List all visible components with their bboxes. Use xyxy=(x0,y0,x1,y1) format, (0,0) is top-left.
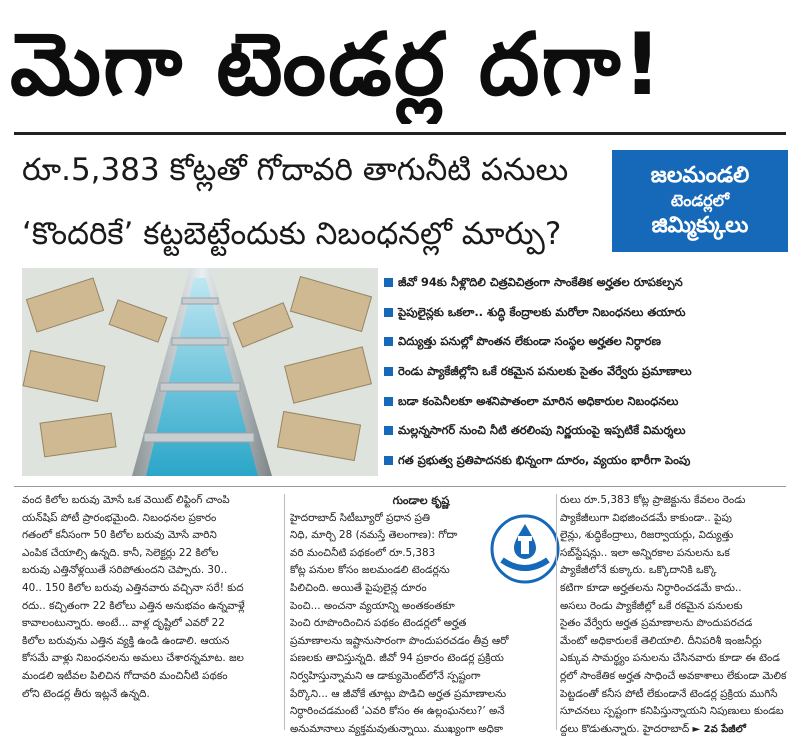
water-board-logo-icon xyxy=(490,514,560,584)
body-line: కోట్ల పనుల కోసం జలమండలి టెండర్లను xyxy=(290,564,450,577)
body-line: లైన్లు, శుద్ధికేంద్రాలు, రిజర్వాయర్లు, విద్యుత్తు xyxy=(560,529,734,542)
body-line: మండలి ఇటీవల పిలిచిన గోదావరి మంచినీటి పథకం xyxy=(22,669,228,682)
brand-line-1: జలమండలి xyxy=(650,163,750,188)
body-line: కావాలంటున్నారు. అంటే... వాళ్ల దృష్టిలో ఎవరో 22 xyxy=(22,617,225,630)
pipeline-money-photo xyxy=(22,268,378,476)
body-line: కోసమే వాళ్లు నిబంధనలను అమలు చేశారన్నమాట. జల xyxy=(22,652,244,665)
body-line: యన్‌షిప్ పోటీ ప్రారంభమైంది. నిబంధనల ప్రకారం xyxy=(22,511,217,524)
body-line-end: ద్దలు కొడుతున్నారు. హైదరాబాద్ xyxy=(560,722,690,735)
body-line: ప్యాకేజీలుగా విభజించడమే కాకుండా.. పైపు xyxy=(560,511,732,524)
bullet-item: రెండు ప్యాకేజీల్లోని ఒకే రకమైన పనులకు సైతం వేర్వేరు ప్రమాణాలు xyxy=(380,357,778,387)
bullet-item: విద్యుత్తు పనుల్లో పొంతన లేకుండా సంస్థల అర్హతల నిర్ధారణ xyxy=(380,327,778,357)
subheading-1: రూ.5,383 కోట్లతో గోదావరి తాగునీటి పనులు xyxy=(22,152,569,188)
body-line: కిలోల బరువును ఎత్తిన వ్యక్తి ఉండి ఉండాలి. ఆయన xyxy=(22,634,230,647)
body-line: పేర్కొని... ఆ జీవోకే తూట్లు పొడిచి అర్హత ప్రమాణాలను xyxy=(290,687,507,700)
body-line: వంద కిలోల బరువు మోసే ఒక వెయిట్ లిఫ్టింగ్ చాంపి xyxy=(22,494,230,506)
body-line: నిర్వహిస్తున్నామని ఆ డాక్యుమెంట్‌లోనే స్పష్టంగా xyxy=(290,669,481,682)
body-line: ఎంపిక చేయాల్సి ఉన్నది. కానీ, సెలెక్టర్లు 22 కిలోల xyxy=(22,546,219,559)
bullet-list xyxy=(380,268,778,476)
body-line: సూచనలు స్పష్టంగా కనిపిస్తున్నాయని నిపుణులు కుండబ xyxy=(560,705,784,718)
body-line: ప్రమాణాలను ఇష్టానుసారంగా పొందుపరచడం తీవ్ర ఆరో xyxy=(290,634,509,647)
top-rule xyxy=(14,132,786,135)
column-divider xyxy=(556,494,557,730)
body-line: రదు.. కచ్చితంగా 22 కిలోలు ఎత్తిన అనుభవం ఉన్నవాళ్లే xyxy=(22,599,245,612)
article-column-3 xyxy=(560,492,788,738)
body-line: మేంటో అధికారులకే తెలియాలి. దీనిపరిశీ ఇంజనీర్లు xyxy=(560,634,762,647)
bullet-item: పైపులైన్లకు ఒకలా.. శుద్ధి కేంద్రాలకు మరోలా నిబంధనలు తయారు xyxy=(380,298,778,328)
body-line: లోని టెండర్ల తీరు ఇట్లనే ఉన్నది. xyxy=(22,687,150,700)
bullet-item: జీవో 94కు నీళ్లొదిలి చిత్రవిచిత్రంగా సాంకేతిక అర్హతల రూపకల్పన xyxy=(380,268,778,298)
brand-box xyxy=(612,150,788,252)
headline: మెగా టెండర్ల దగా! xyxy=(10,15,664,115)
column-divider xyxy=(284,494,285,730)
body-line: రులు రూ.5,383 కోట్ల ప్రాజెక్టును కేవలం రెండు xyxy=(560,494,746,506)
body-line: సబ్‌స్టేషన్లు.. ఇలా అన్నిరకాల పనులను ఒక xyxy=(560,546,730,559)
body-line: పెట్టడంతో కనీస పోటీ లేకుండానే టెండర్ల ప్రక్రియ ముగిసే xyxy=(560,687,778,700)
body-line: ప్యాకేజీలోనే కుక్కారు. ఒక్కొదానికి ఒక్కొ xyxy=(560,564,717,577)
body-line xyxy=(560,721,788,739)
bullet-item: మల్లన్నసాగర్ నుంచి నీటి తరలింపు నిర్ణయంపై ఇప్పటికే విమర్శలు xyxy=(380,416,778,446)
byline: గుండాల కృష్ణ xyxy=(392,494,450,507)
body-line: బరువు ఎత్తినోళ్లయితే సరిపోతుందని చెప్పారు. 30.. xyxy=(22,564,228,577)
body-line: ఎక్కువ సామర్థ్యం పనులను చేసినవారు కూడా ఈ టెండ xyxy=(560,652,780,665)
body-line: పెంచి... అంచనా వ్యయాన్ని అంతకంతకూ xyxy=(290,599,455,612)
body-line: 40.. 150 కిలోల బరువు ఎత్తినవారు వచ్చినా సరే! కుద xyxy=(22,581,244,594)
body-line: గతంలో కనీసంగా 50 కిలోల బరువు మోసే వారిని xyxy=(22,529,217,542)
mid-rule xyxy=(14,486,786,487)
pipeline-illustration xyxy=(22,268,378,476)
subheading-2: ‘కొందరికే’ కట్టబెట్టేందుకు నిబంధనల్లో మార్పు? xyxy=(22,216,562,252)
body-line: సైతం వేర్వేరు అర్హత ప్రమాణాలను పొందుపరచడ xyxy=(560,617,753,630)
body-line: పణలకు తావిస్తున్నది. జీవో 94 ప్రకారం టెండర్ల ప్రక్రియ xyxy=(290,652,504,665)
body-line: ర్లలో సాంకేతిక అర్హత సాధించే అవకాశాలు లేకుండా మెలిక xyxy=(560,669,787,682)
body-line: పిలిచింది. అయితే పైపులైన్ల దూరం xyxy=(290,581,427,594)
body-line: కటిగా కూడా అర్హతలను నిర్ధారించడమే కాదు.. xyxy=(560,581,742,594)
body-line: నిర్ధారించడమంటే ‘ఎవరి కోసం ఈ ఉల్లంఘనలు?’ అనే xyxy=(290,705,505,718)
body-line: అసలు రెండు ప్యాకేజీల్లో ఒకే రకమైన పనులకు xyxy=(560,599,743,612)
body-line: అనుమానాలు వ్యక్తమవుతున్నాయి. ముఖ్యంగా అధికా xyxy=(290,722,503,735)
continued-marker: ► 2వ పేజీలో xyxy=(692,723,746,735)
body-line: వరి మంచినీటి పథకంలో రూ.5,383 xyxy=(290,546,436,559)
body-line: హైదరాబాద్ సిటీబ్యూరో ప్రధాన ప్రతి xyxy=(290,511,431,524)
brand-line-2: టెండర్లలో xyxy=(670,191,730,210)
bullet-item: గత ప్రభుత్వ ప్రతిపాదనకు భిన్నంగా దూరం, వ్యయం భారీగా పెంపు xyxy=(380,446,778,476)
continued-label: 2వ పేజీలో xyxy=(703,723,746,735)
hmwssb-logo xyxy=(490,514,560,584)
body-line: నిధి, మార్చి 28 (నమస్తే తెలంగాణ): గోదా xyxy=(290,529,458,542)
article-column-1 xyxy=(22,492,280,703)
bullet-item: బడా కంపెనీలకూ అశనిపాతంలా మారిన అధికారుల నిబంధనలు xyxy=(380,387,778,417)
body-line: పెంచి రూపొందించిన పథకం టెండర్లలో అర్హత xyxy=(290,617,467,630)
brand-line-3: జిమ్మిక్కులు xyxy=(651,213,749,238)
